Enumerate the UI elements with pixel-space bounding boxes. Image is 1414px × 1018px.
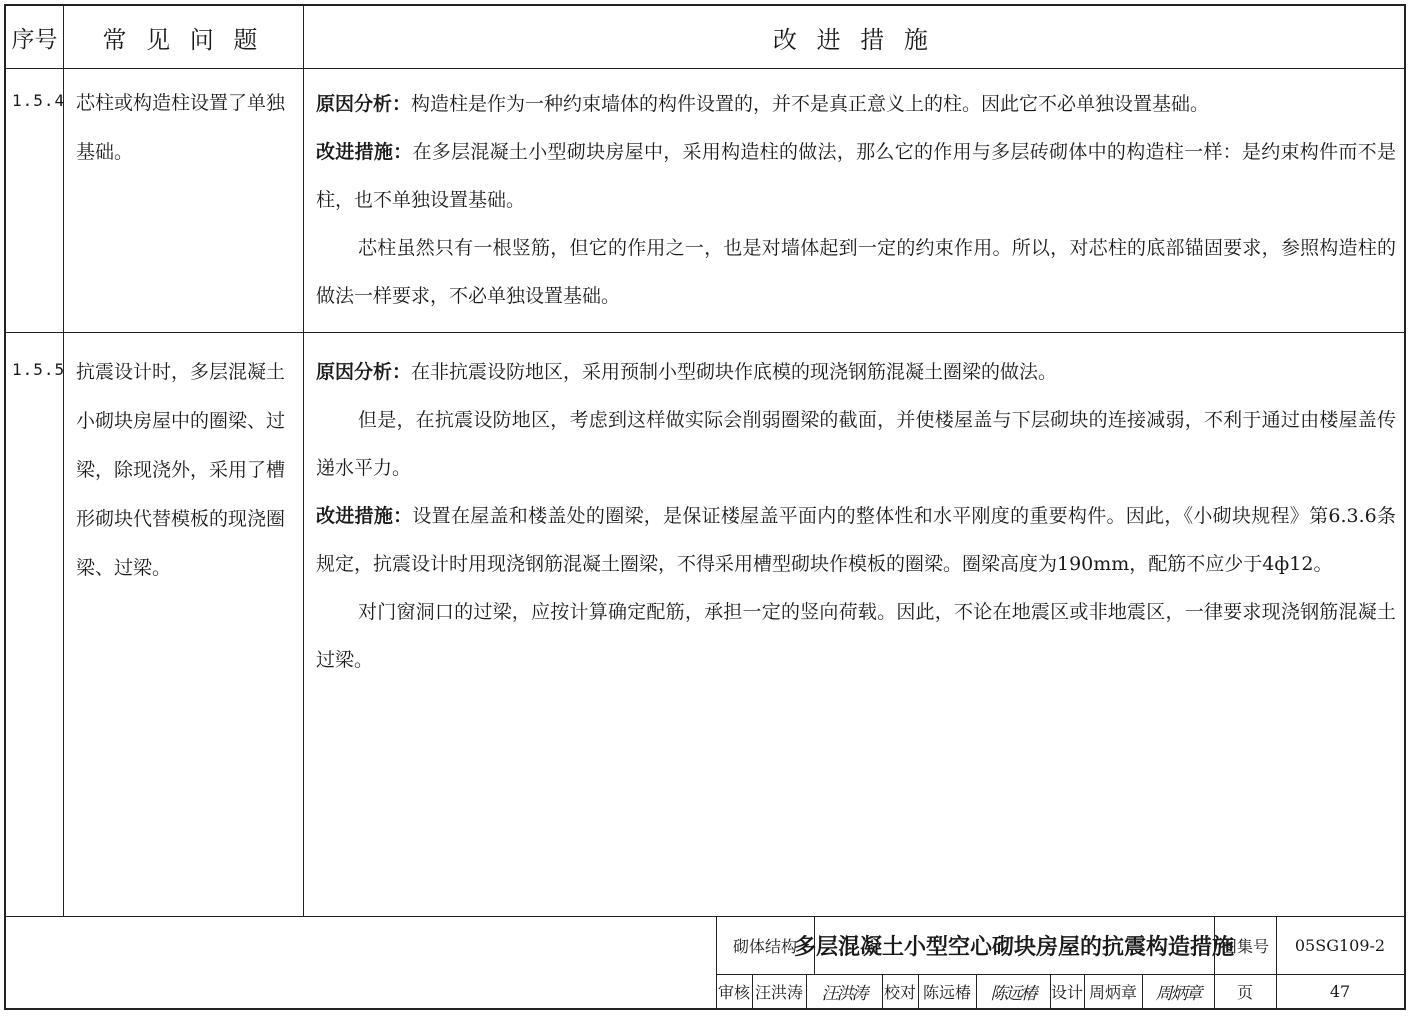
drawing-sheet bbox=[4, 4, 1406, 1010]
paragraph-text: 芯柱虽然只有一根竖筋，但它的作用之一，也是对墙体起到一定的约束作用。所以，对芯柱的底部锚固要求，参照构造柱的做法一样要求，不必单独设置基础。 bbox=[316, 237, 1396, 307]
paragraph-text: 在多层混凝土小型砌块房屋中，采用构造柱的做法，那么它的作用与多层砖砌体中的构造柱一样：是约束构件而不是柱，也不单独设置基础。 bbox=[316, 141, 1396, 211]
paragraph-label: 改进措施： bbox=[316, 505, 413, 527]
paragraph-text: 但是，在抗震设防地区，考虑到这样做实际会削弱圈梁的截面，并使楼屋盖与下层砌块的连接减弱，不利于通过由楼屋盖传递水平力。 bbox=[316, 409, 1396, 479]
header-underline bbox=[6, 68, 1404, 69]
paragraph-label: 原因分析： bbox=[316, 93, 412, 115]
measures-block bbox=[316, 80, 1396, 320]
tb-page-label: 页 bbox=[1236, 982, 1253, 1002]
row-number: 1.5.5 bbox=[12, 360, 66, 379]
measures-block bbox=[316, 348, 1396, 684]
paragraph bbox=[316, 396, 1396, 492]
paragraph bbox=[316, 588, 1396, 684]
row-divider bbox=[6, 332, 1404, 333]
paragraph-label: 原因分析： bbox=[316, 361, 412, 383]
paragraph-text: 设置在屋盖和楼盖处的圈梁，是保证楼屋盖平面内的整体性和水平刚度的重要构件。因此，《小砌块规程》第6.3.6条规定，抗震设计时用现浇钢筋混凝土圈梁，不得采用槽型砌块作模板的圈梁。圈梁高度为190mm，配筋不应少于4ф12。 bbox=[316, 505, 1396, 575]
paragraph bbox=[316, 80, 1396, 128]
tb-review-label: 审核 bbox=[717, 982, 750, 1002]
tb-reviewer-signature: 汪洪涛 bbox=[821, 983, 867, 1004]
tb-reviewer: 汪洪涛 bbox=[754, 982, 803, 1002]
row-number: 1.5.4 bbox=[12, 91, 66, 110]
paragraph bbox=[316, 224, 1396, 320]
paragraph-text: 构造柱是作为一种约束墙体的构件设置的，并不是真正意义上的柱。因此它不必单独设置基础。 bbox=[411, 93, 1210, 115]
tb-checker: 陈远椿 bbox=[922, 982, 971, 1002]
tb-atlas-label: 图集号 bbox=[1220, 936, 1269, 956]
tb-designer: 周炳章 bbox=[1088, 982, 1137, 1002]
header-measures: 改 进 措 施 bbox=[773, 25, 934, 54]
paragraph-text: 在非抗震设防地区，采用预制小型砌块作底模的现浇钢筋混凝土圈梁的做法。 bbox=[411, 361, 1058, 383]
divider-problem bbox=[303, 6, 304, 916]
tb-design-label: 设计 bbox=[1050, 982, 1083, 1002]
tb-checker-signature: 陈远椿 bbox=[990, 983, 1036, 1004]
divider-no bbox=[63, 6, 64, 916]
tb-page-no: 47 bbox=[1329, 981, 1351, 1001]
problem-text: 芯柱或构造柱设置了单独基础。 bbox=[76, 92, 286, 163]
paragraph bbox=[316, 348, 1396, 396]
tb-category: 砌体结构 bbox=[732, 936, 797, 956]
header-no: 序号 bbox=[11, 26, 58, 53]
paragraph-label: 改进措施： bbox=[316, 141, 413, 163]
problem-text: 抗震设计时，多层混凝土小砌块房屋中的圈梁、过梁，除现浇外，采用了槽形砌块代替模板的现浇圈梁、过梁。 bbox=[76, 361, 286, 579]
tb-check-label: 校对 bbox=[883, 982, 916, 1002]
paragraph-text: 对门窗洞口的过梁，应按计算确定配筋，承担一定的竖向荷载。因此，不论在地震区或非地震区，一律要求现浇钢筋混凝土过梁。 bbox=[316, 601, 1396, 671]
paragraph bbox=[316, 492, 1396, 588]
tb-designer-signature: 周炳章 bbox=[1155, 983, 1201, 1004]
tb-atlas-no: 05SG109-2 bbox=[1294, 935, 1386, 955]
tb-title: 多层混凝土小型空心砌块房屋的抗震构造措施 bbox=[794, 934, 1235, 960]
header-problem: 常 见 问 题 bbox=[102, 25, 264, 54]
paragraph bbox=[316, 128, 1396, 224]
